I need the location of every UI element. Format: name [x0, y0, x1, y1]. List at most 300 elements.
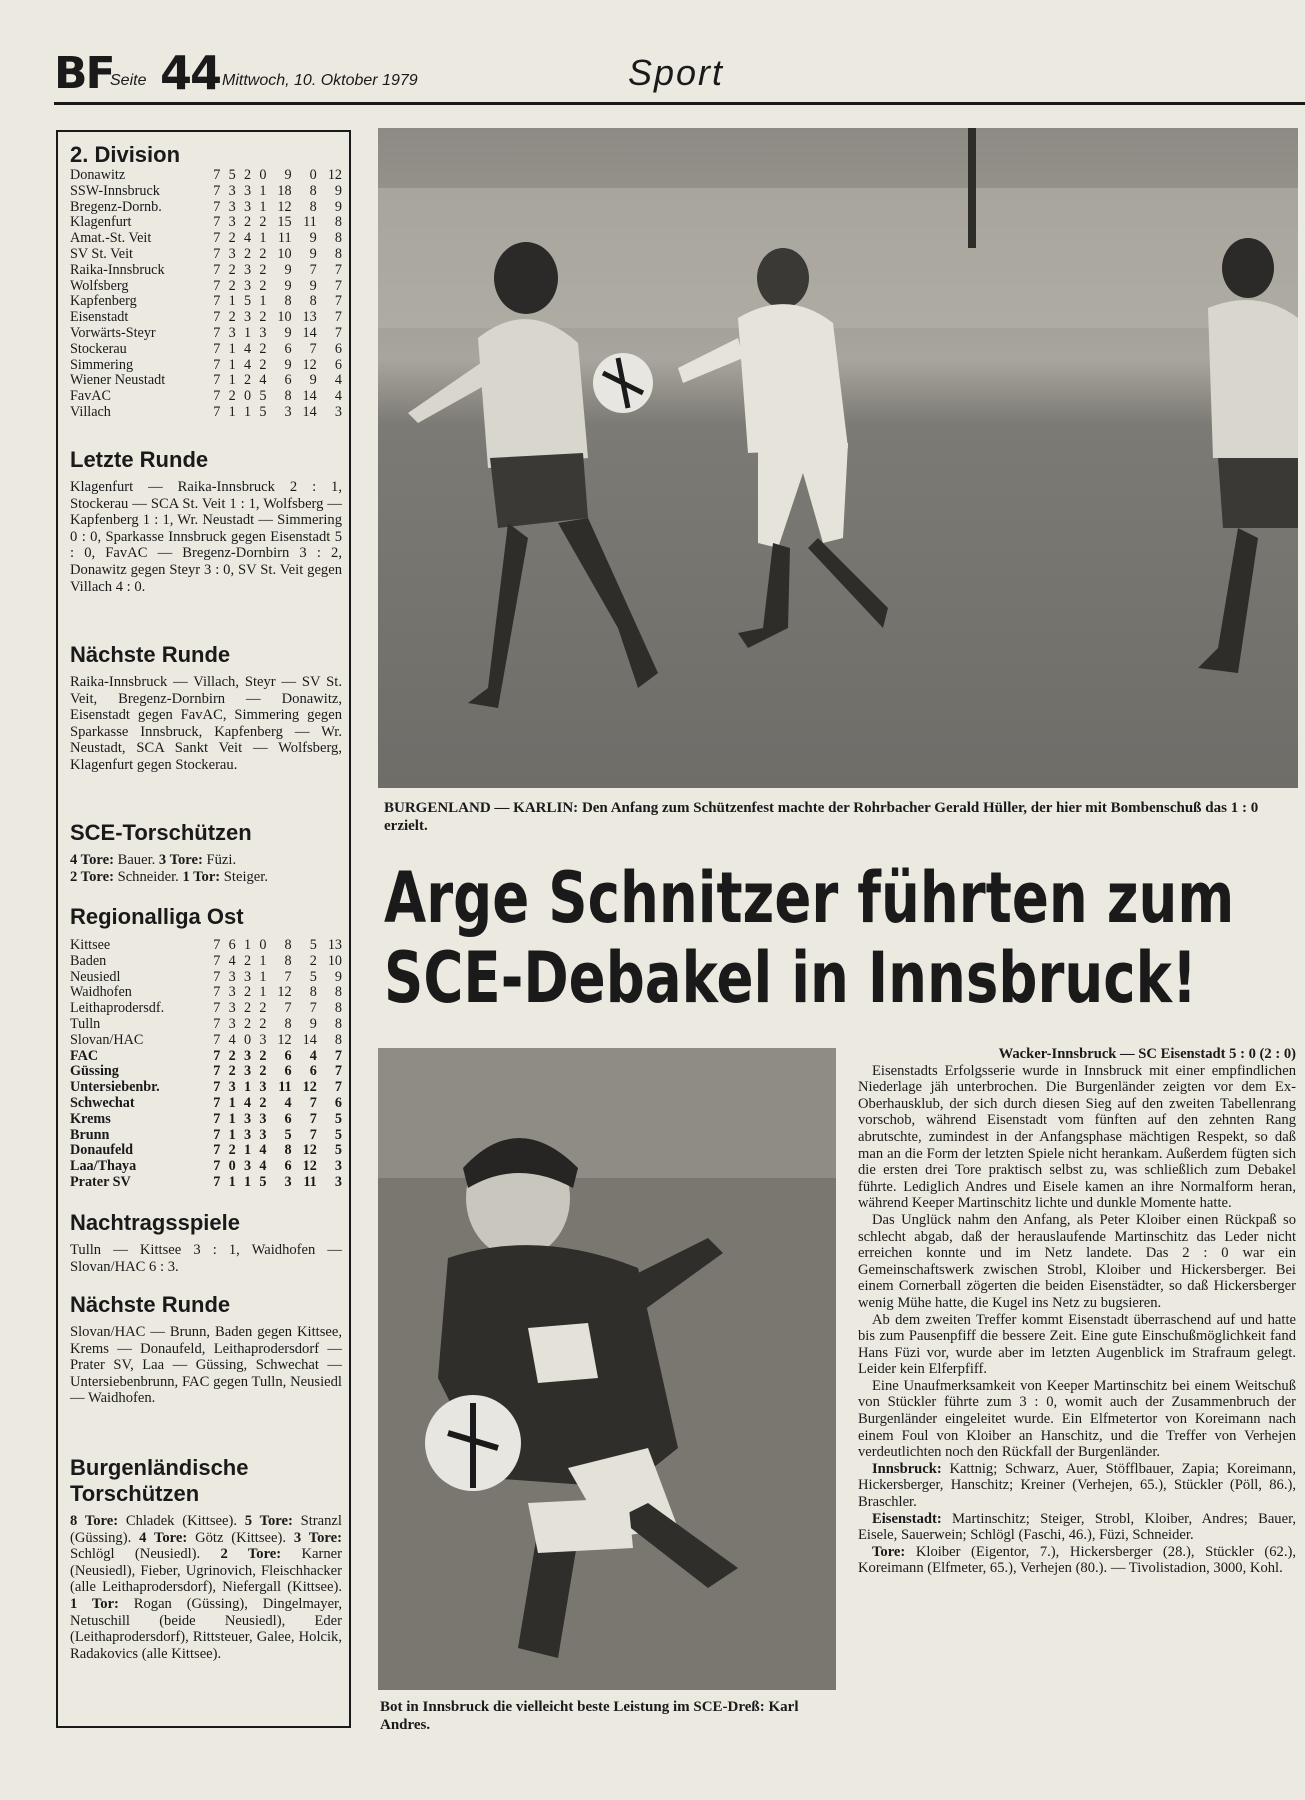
team-name: Prater SV	[70, 1173, 131, 1190]
stat-cell: 12	[302, 1142, 317, 1159]
section-title: Sport	[628, 52, 725, 93]
photo-bottom-caption: Bot in Innsbruck die vielleicht beste Leistung im SCE-Dreß: Karl Andres.	[380, 1699, 799, 1733]
stat-cell: 4	[243, 230, 252, 247]
team-name: Wiener Neustadt	[70, 372, 166, 389]
scorer-count: 4 Tore:	[139, 1529, 188, 1546]
stat-cell: 7	[213, 952, 221, 969]
standings-row	[70, 954, 342, 970]
stat-cell: 0	[228, 1158, 236, 1175]
stat-cell: 7	[309, 261, 317, 278]
stat-cell: 3	[243, 1126, 252, 1143]
stat-cell: 7	[213, 261, 221, 278]
stat-cell: 2	[259, 1063, 267, 1080]
photo-top-caption	[384, 799, 1298, 835]
stat-cell: 3	[243, 261, 252, 278]
stat-cell: 10	[327, 952, 342, 969]
scorer-names: Götz (Kittsee).	[187, 1529, 294, 1546]
stat-cell: 1	[228, 372, 236, 389]
stat-cell: 3	[243, 277, 252, 294]
bgld-torschuetzen-text	[70, 1513, 342, 1662]
stat-cell: 7	[334, 277, 342, 294]
stat-cell: 3	[243, 309, 252, 326]
sce-torschuetzen-block	[70, 820, 342, 885]
stat-cell: 7	[213, 198, 221, 215]
stat-cell: 1	[243, 1173, 252, 1190]
stat-cell: 6	[309, 1063, 317, 1080]
stat-cell: 2	[259, 1094, 267, 1111]
stat-cell: 2	[259, 1047, 267, 1064]
stat-cell: 12	[302, 1079, 317, 1096]
stat-cell: 8	[284, 388, 292, 405]
bgld-torschuetzen-title-1: Burgenländische	[70, 1455, 249, 1480]
stat-cell: 2	[243, 214, 252, 231]
stat-cell: 14	[302, 324, 317, 341]
lineup-innsbruck	[858, 1461, 1296, 1511]
team-name: Krems	[70, 1110, 111, 1127]
team-name: Laa/Thaya	[70, 1158, 137, 1175]
sce-torschuetzen-text	[70, 852, 342, 885]
stat-cell: 1	[228, 1110, 236, 1127]
stat-cell: 3	[243, 1047, 252, 1064]
stat-cell: 8	[284, 1015, 292, 1032]
stat-cell: 6	[334, 340, 342, 357]
stat-cell: 9	[284, 324, 292, 341]
stat-cell: 3	[334, 1158, 342, 1175]
stat-cell: 3	[228, 198, 236, 215]
stat-cell: 5	[243, 293, 252, 310]
team-name: Raika-Innsbruck	[70, 261, 165, 278]
stat-cell: 5	[334, 1142, 342, 1159]
letzte-runde-title: Letzte Runde	[70, 447, 209, 472]
stat-cell: 12	[327, 167, 342, 183]
scorer-names: Stranzl (Güssing).	[70, 1513, 342, 1546]
stat-cell: 7	[213, 1126, 221, 1143]
stat-cell: 4	[334, 372, 342, 389]
lineup-eisenstadt	[858, 1511, 1296, 1544]
scorer-name: Bauer.	[113, 852, 156, 868]
stat-cell: 2	[228, 388, 236, 405]
goals-summary	[858, 1544, 1296, 1577]
team-name: Villach	[70, 403, 111, 420]
stat-cell: 7	[284, 968, 292, 985]
stat-cell: 3	[228, 1000, 236, 1017]
stat-cell: 8	[334, 214, 342, 231]
match-report	[858, 1046, 1296, 1577]
scorer-count: 4 Tore:	[70, 852, 114, 868]
stat-cell: 7	[213, 230, 221, 247]
stat-cell: 12	[302, 356, 317, 373]
team-name: Güssing	[70, 1063, 119, 1080]
stat-cell: 1	[228, 1126, 236, 1143]
stat-cell: 7	[213, 1031, 221, 1048]
stat-cell: 11	[278, 1079, 292, 1096]
stat-cell: 4	[243, 340, 252, 357]
team-name: Bregenz-Dornb.	[70, 198, 162, 215]
standings-row	[70, 938, 342, 954]
stat-cell: 7	[334, 324, 342, 341]
stat-cell: 3	[228, 968, 236, 985]
stat-cell: 7	[334, 261, 342, 278]
stat-cell: 7	[213, 1158, 221, 1175]
standings-row	[70, 168, 342, 184]
stat-cell: 3	[243, 1158, 252, 1175]
stat-cell: 5	[334, 1126, 342, 1143]
standings-row	[70, 405, 342, 421]
scorer-count: 2 Tore:	[70, 868, 114, 885]
match-report-paragraph-3: Ab dem zweiten Treffer kommt Eisenstadt überraschend auf und hatte bis zum Pausenpfiff die bessere Zeit. Eine gute Einschußmöglichkeit fand Hans Füzi vor, wurde aber im letzten Augenblick im Strafraum gelegt. Leider kein Elferpfiff.	[858, 1311, 1296, 1378]
stat-cell: 9	[334, 182, 342, 199]
stat-cell: 2	[259, 245, 267, 262]
stat-cell: 7	[309, 340, 317, 357]
team-name: SSW-Innsbruck	[70, 182, 160, 199]
stat-cell: 7	[309, 1094, 317, 1111]
stat-cell: 8	[284, 1142, 292, 1159]
standings-row	[70, 184, 342, 200]
team-name: Vorwärts-Steyr	[70, 324, 156, 341]
stat-cell: 3	[259, 1079, 267, 1096]
stat-cell: 2	[228, 309, 236, 326]
lineup-eisenstadt-label: Eisenstadt:	[872, 1510, 942, 1527]
stat-cell: 2	[259, 214, 267, 231]
stat-cell: 7	[213, 1110, 221, 1127]
stat-cell: 2	[228, 1047, 236, 1064]
stat-cell: 1	[259, 198, 267, 215]
stat-cell: 7	[284, 1000, 292, 1017]
stat-cell: 1	[259, 230, 267, 247]
stat-cell: 9	[309, 245, 317, 262]
stat-cell: 1	[243, 1142, 252, 1159]
naechste-runde-text-2: Slovan/HAC — Brunn, Baden gegen Kittsee, Krems — Donaufeld, Leithaprodersdorf — Prater SV, Laa — Güssing, Schwechat — Untersiebenbrunn, FAC gegen Tulln, Neusiedl — Waidhofen.	[70, 1324, 342, 1407]
stat-cell: 3	[228, 245, 236, 262]
team-name: Waidhofen	[70, 984, 132, 1001]
page-label: Seite	[110, 72, 147, 89]
stat-cell: 14	[302, 403, 317, 420]
letzte-runde-block	[70, 447, 342, 595]
stat-cell: 13	[327, 937, 342, 953]
standings-row	[70, 1096, 342, 1112]
stat-cell: 5	[309, 937, 317, 953]
stat-cell: 10	[277, 245, 292, 262]
stat-cell: 3	[228, 1079, 236, 1096]
team-name: Donawitz	[70, 167, 126, 183]
standings-row	[70, 200, 342, 216]
stat-cell: 2	[228, 277, 236, 294]
team-name: FavAC	[70, 388, 111, 405]
team-name: Klagenfurt	[70, 214, 132, 231]
scorer-count: 2 Tore:	[220, 1546, 282, 1563]
stat-cell: 1	[243, 324, 252, 341]
stat-cell: 7	[213, 388, 221, 405]
stat-cell: 4	[259, 1142, 267, 1159]
stat-cell: 12	[302, 1158, 317, 1175]
stat-cell: 9	[309, 372, 317, 389]
match-report-subhead: Wacker-Innsbruck — SC Eisenstadt 5 : 0 (2 : 0)	[998, 1046, 1296, 1062]
stat-cell: 4	[243, 356, 252, 373]
stat-cell: 2	[259, 1015, 267, 1032]
nachtragsspiele-block	[70, 1210, 342, 1275]
standings-row	[70, 970, 342, 986]
standings-row	[70, 358, 342, 374]
stat-cell: 7	[213, 214, 221, 231]
naechste-runde-block-2	[70, 1292, 342, 1407]
stat-cell: 7	[334, 293, 342, 310]
stat-cell: 6	[284, 1063, 292, 1080]
stat-cell: 11	[277, 230, 292, 247]
scorer-name: Füzi.	[202, 852, 237, 868]
stat-cell: 8	[284, 293, 292, 310]
stat-cell: 1	[243, 403, 252, 420]
scorer-name: Schneider.	[113, 868, 179, 885]
stat-cell: 8	[334, 1000, 342, 1017]
stat-cell: 9	[334, 198, 342, 215]
match-report-paragraph-1: Eisenstadts Erfolgsserie wurde in Innsbruck mit einer empfindlichen Niederlage jäh unterbrochen. Die Burgenländer zeigten vor dem Ex-Oberhausklub, der sich durch diesen Sieg auf den zweiten Tabellenrang vorschob, während Eisenstadt vom fünften auf den zehnten Rang abrutschte, zumindest in der Anfangsphase mächtigen Respekt, so daß man an die Form der letzten Spiele nicht herankam. Außerdem fügten sich die ersten drei Tore praktisch selbst zu, was schließlich zum Debakel führte. Lediglich Andres und Eisele kamen an ihre Normalform heran, während Keeper Martinschitz lichte und dunkle Momente hatte.	[858, 1062, 1296, 1212]
stat-cell: 2	[228, 230, 236, 247]
stat-cell: 7	[213, 1094, 221, 1111]
standings-row	[70, 1017, 342, 1033]
team-name: Brunn	[70, 1126, 110, 1143]
standings-row	[70, 1112, 342, 1128]
scorer-name: Steiger.	[220, 868, 268, 885]
stat-cell: 5	[334, 1110, 342, 1127]
scorer-count: 3 Tore:	[155, 852, 203, 868]
scorer-count: 1 Tor:	[70, 1595, 119, 1612]
stat-cell: 1	[259, 293, 267, 310]
scorer-count: 5 Tore:	[244, 1513, 293, 1529]
scorer-names: Rogan (Güssing), Dingelmayer, Netuschill (beide Neusiedl), Eder (Leithaprodersdorf), Rittsteuer, Galee, Holcik, Radakovics (alle Kittsee).	[70, 1595, 342, 1662]
standings-row	[70, 389, 342, 405]
headline-line-1: Arge Schnitzer führten zum	[384, 857, 1235, 939]
stat-cell: 3	[259, 324, 267, 341]
stat-cell: 9	[309, 1015, 317, 1032]
stat-cell: 8	[309, 984, 317, 1001]
team-name: Leithaprodersdf.	[70, 1000, 165, 1017]
team-name: Baden	[70, 952, 107, 969]
stat-cell: 12	[277, 198, 292, 215]
stat-cell: 11	[303, 214, 317, 231]
stat-cell: 7	[213, 1000, 221, 1017]
standings-row	[70, 342, 342, 358]
stat-cell: 0	[309, 167, 317, 183]
standings-row	[70, 1143, 342, 1159]
team-name: Schwechat	[70, 1094, 135, 1111]
stat-cell: 4	[228, 952, 236, 969]
stat-cell: 5	[228, 167, 236, 183]
lineup-innsbruck-text: Kattnig; Schwarz, Auer, Stöfflbauer, Zapia; Koreimann, Hickersberger, Hanschitz; Kreiner (Verhejen, 65.), Stückler (Pöll, 86.), Braschler.	[858, 1460, 1296, 1511]
stat-cell: 1	[228, 403, 236, 420]
stat-cell: 6	[284, 1110, 292, 1127]
stat-cell: 7	[213, 968, 221, 985]
scorer-count: 8 Tore:	[70, 1513, 119, 1529]
scorer-count: 3 Tore:	[293, 1529, 342, 1546]
stat-cell: 7	[213, 182, 221, 199]
team-name: Wolfsberg	[70, 277, 129, 294]
stat-cell: 3	[259, 1126, 267, 1143]
naechste-runde-title-2: Nächste Runde	[70, 1292, 231, 1317]
team-name: Kittsee	[70, 937, 111, 953]
standings-row	[70, 1128, 342, 1144]
stat-cell: 2	[228, 261, 236, 278]
team-name: Kapfenberg	[70, 293, 137, 310]
stat-cell: 7	[213, 293, 221, 310]
team-name: Tulln	[70, 1015, 101, 1032]
stat-cell: 2	[243, 1015, 252, 1032]
standings-row	[70, 231, 342, 247]
stat-cell: 2	[243, 984, 252, 1001]
stat-cell: 9	[284, 356, 292, 373]
stat-cell: 2	[243, 245, 252, 262]
article-headline	[384, 857, 1235, 1019]
stat-cell: 7	[213, 403, 221, 420]
stat-cell: 7	[213, 277, 221, 294]
stat-cell: 3	[243, 198, 252, 215]
stat-cell: 2	[259, 277, 267, 294]
stat-cell: 4	[284, 1094, 292, 1111]
stat-cell: 7	[334, 1079, 342, 1096]
standings-row	[70, 373, 342, 389]
stat-cell: 18	[277, 182, 292, 199]
stat-cell: 5	[309, 968, 317, 985]
stat-cell: 13	[302, 309, 317, 326]
division2-block	[70, 142, 342, 421]
standings-row	[70, 310, 342, 326]
match-report-paragraph-2: Das Unglück nahm den Anfang, als Peter Kloiber einen Rückpaß so schlecht abgab, daß der herauslaufende Martinschitz das Leder nicht erreichen konnte und im Netz landete. Das 2 : 0 war ein Gemeinschaftswerk zwischen Strobl, Kloiber und Hickersberger. Bei einem Cornerball zögerten die beiden Eisenstädter, so daß Hickersberger wenig Mühe hatte, die Kugel ins Netz zu bugsieren.	[858, 1211, 1296, 1311]
nachtragsspiele-title: Nachtragsspiele	[70, 1210, 240, 1235]
regionalliga-block	[70, 904, 342, 1191]
stat-cell: 3	[284, 1173, 292, 1190]
stat-cell: 8	[334, 1031, 342, 1048]
standings-row	[70, 263, 342, 279]
team-name: SV St. Veit	[70, 245, 133, 262]
standings-row	[70, 1159, 342, 1175]
photo-top-caption-text: Den Anfang zum Schützenfest machte der Rohrbacher Gerald Hüller, der hier mit Bombenschuß das 1 : 0 erzielt.	[384, 800, 1259, 834]
stat-cell: 1	[243, 1079, 252, 1096]
stat-cell: 1	[228, 356, 236, 373]
stat-cell: 7	[309, 1000, 317, 1017]
stat-cell: 8	[309, 198, 317, 215]
stat-cell: 12	[277, 984, 292, 1001]
player-photo-image	[378, 1048, 836, 1690]
stat-cell: 5	[284, 1126, 292, 1143]
stat-cell: 8	[309, 293, 317, 310]
standings-row	[70, 1175, 342, 1191]
masthead-rule	[54, 102, 1305, 105]
stat-cell: 7	[213, 356, 221, 373]
stat-cell: 1	[228, 1173, 236, 1190]
stat-cell: 2	[243, 952, 252, 969]
stat-cell: 0	[259, 937, 267, 953]
stat-cell: 7	[213, 245, 221, 262]
stat-cell: 2	[243, 167, 252, 183]
stat-cell: 0	[243, 1031, 252, 1048]
standings-row	[70, 326, 342, 342]
sce-torschuetzen-title: SCE-Torschützen	[70, 820, 252, 845]
team-name: Slovan/HAC	[70, 1031, 144, 1048]
standings-row	[70, 1049, 342, 1065]
stat-cell: 6	[284, 372, 292, 389]
lineup-eisenstadt-text: Martinschitz; Steiger, Strobl, Kloiber, Andres; Bauer, Eisele, Sauerwein; Schlögl (Faschi, 46.), Füzi, Schneider.	[858, 1510, 1296, 1544]
stat-cell: 4	[309, 1047, 317, 1064]
bgld-torschuetzen-block	[70, 1455, 342, 1662]
stat-cell: 9	[284, 277, 292, 294]
stat-cell: 7	[213, 167, 221, 183]
stat-cell: 2	[228, 1142, 236, 1159]
bgld-torschuetzen-title-2: Torschützen	[70, 1481, 200, 1506]
stat-cell: 9	[309, 230, 317, 247]
scorer-count: 1 Tor:	[178, 868, 221, 885]
standings-row	[70, 247, 342, 263]
stat-cell: 7	[334, 1047, 342, 1064]
stat-cell: 7	[213, 372, 221, 389]
naechste-runde-text-1: Raika-Innsbruck — Villach, Steyr — SV St. Veit, Bregenz-Dornbirn — Donawitz, Eisenstadt gegen FavAC, Simmering gegen Sparkasse Innsbruck, Kapfenberg — Wr. Neustadt, SCA Sankt Veit — Wolfsberg, Klagenfurt gegen Stockerau.	[70, 674, 342, 773]
team-name: Neusiedl	[70, 968, 121, 985]
team-name: FAC	[70, 1047, 99, 1064]
scorer-names: Schlögl (Neusiedl).	[70, 1546, 221, 1563]
standings-row	[70, 985, 342, 1001]
stat-cell: 7	[309, 1110, 317, 1127]
naechste-runde-title-1: Nächste Runde	[70, 642, 231, 667]
stat-cell: 2	[259, 261, 267, 278]
stat-cell: 3	[228, 182, 236, 199]
team-name: Untersiebenbr.	[70, 1079, 160, 1096]
stat-cell: 7	[213, 984, 221, 1001]
player-photo	[378, 1048, 836, 1690]
headline-line-2: SCE-Debakel in Innsbruck!	[384, 937, 1197, 1019]
match-report-paragraph-4: Eine Unaufmerksamkeit von Keeper Martinschitz bei einem Weitschuß von Stückler führte zum 3 : 0, womit auch der Zusammenbruch der Burgenländer eingeleitet wurde. Ein Elfmetertor von Koreimann nach einem Foul von Kloiber an Hanschitz, und die Treffer von Verhejen verdeutlichten noch den Rückfall der Burgenländer.	[858, 1377, 1296, 1461]
stat-cell: 8	[284, 952, 292, 969]
stat-cell: 6	[334, 1094, 342, 1111]
stat-cell: 1	[259, 952, 267, 969]
stat-cell: 2	[259, 340, 267, 357]
stat-cell: 2	[309, 952, 317, 969]
stat-cell: 12	[277, 1031, 292, 1048]
stat-cell: 8	[284, 937, 292, 953]
goals-text: Kloiber (Eigentor, 7.), Hickersberger (28.), Stückler (62.), Koreimann (Elfmeter, 65.), Verhejen (80.). — Tivolistadion, 3000, Kohl.	[858, 1543, 1296, 1577]
lineup-innsbruck-label: Innsbruck:	[872, 1460, 942, 1477]
stat-cell: 6	[284, 1158, 292, 1175]
stat-cell: 1	[228, 1094, 236, 1111]
stat-cell: 3	[228, 984, 236, 1001]
stat-cell: 9	[284, 261, 292, 278]
stat-cell: 7	[213, 309, 221, 326]
stat-cell: 4	[334, 388, 342, 405]
stat-cell: 3	[228, 324, 236, 341]
match-photo-top	[378, 128, 1298, 788]
stat-cell: 0	[243, 388, 252, 405]
stat-cell: 3	[243, 968, 252, 985]
stat-cell: 7	[213, 937, 221, 953]
stat-cell: 7	[213, 1173, 221, 1190]
letzte-runde-text: Klagenfurt — Raika-Innsbruck 2 : 1, Stockerau — SCA St. Veit 1 : 1, Wolfsberg — Kapfenberg 1 : 1, Wr. Neustadt — Simmering 0 : 0, Sparkasse Innsbruck gegen Eisenstadt 5 : 0, FavAC — Bregenz-Dornbirn 3 : 2, Donawitz gegen Steyr 3 : 0, SV St. Veit gegen Villach 4 : 0.	[70, 479, 342, 595]
stat-cell: 7	[334, 309, 342, 326]
stat-cell: 4	[259, 1158, 267, 1175]
page-number: 44	[160, 46, 221, 100]
stat-cell: 4	[259, 372, 267, 389]
stat-cell: 2	[243, 1000, 252, 1017]
regionalliga-title: Regionalliga Ost	[70, 904, 244, 929]
team-name: Donaufeld	[70, 1142, 134, 1159]
stat-cell: 7	[334, 1063, 342, 1080]
stat-cell: 2	[259, 356, 267, 373]
stat-cell: 3	[334, 403, 342, 420]
stat-cell: 1	[259, 968, 267, 985]
stat-cell: 3	[284, 403, 292, 420]
division2-title: 2. Division	[70, 142, 181, 167]
stat-cell: 6	[228, 937, 236, 953]
standings-row	[70, 294, 342, 310]
regionalliga-table	[70, 938, 342, 1191]
standings-row	[70, 1001, 342, 1017]
stat-cell: 1	[259, 182, 267, 199]
